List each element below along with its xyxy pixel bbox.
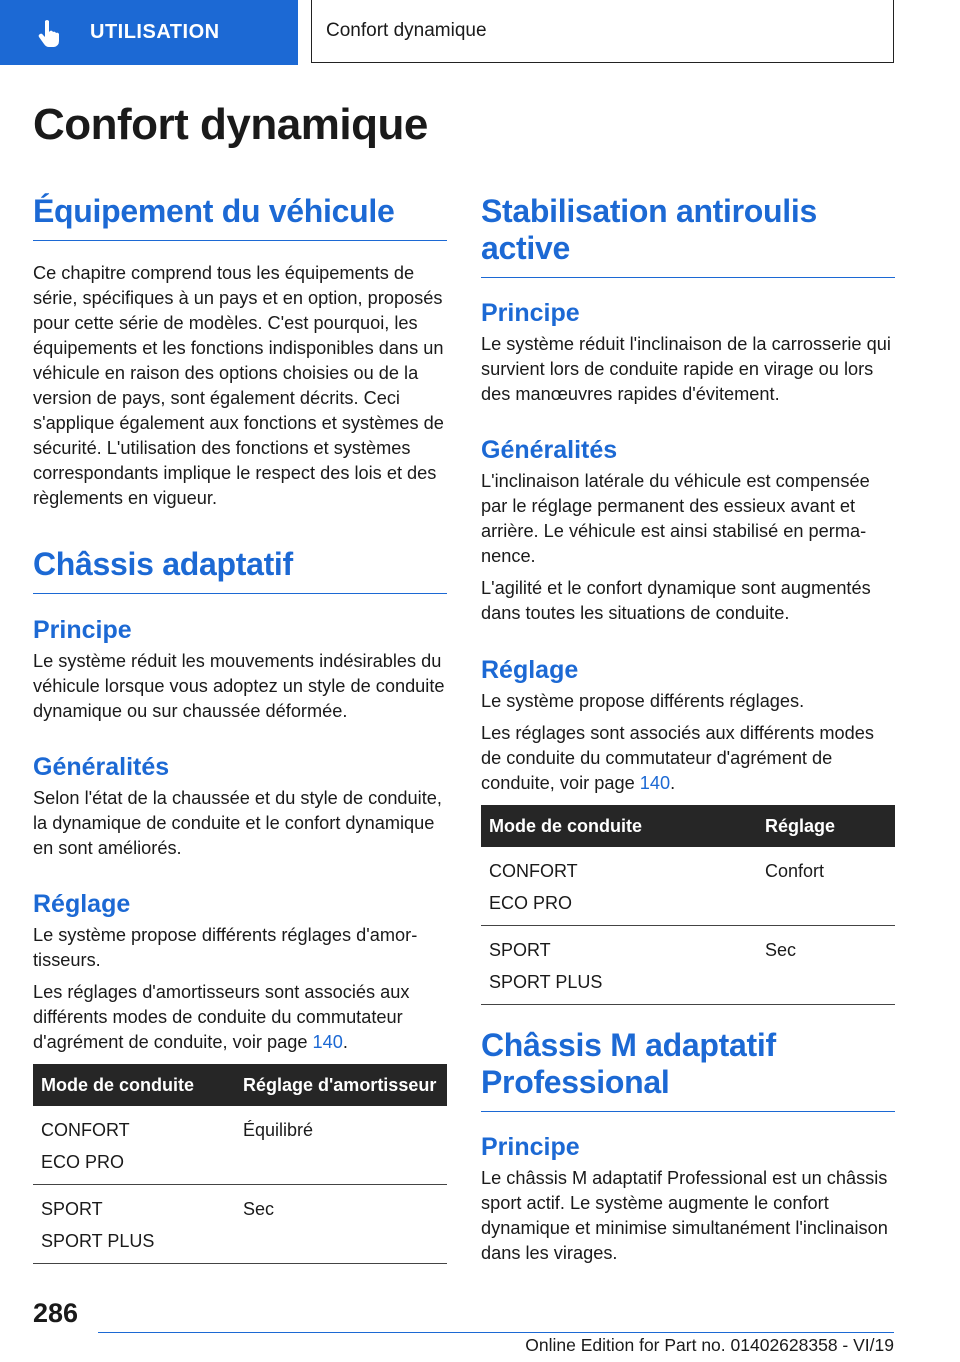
section-chassis-m bbox=[481, 1027, 895, 1112]
antiroulis-reglage-text2 bbox=[481, 721, 895, 796]
subheading-principe: Principe bbox=[33, 616, 132, 644]
damper-settings-table bbox=[33, 1064, 447, 1264]
setting-value: Sec bbox=[243, 1199, 275, 1219]
setting-value: Équilibré bbox=[243, 1120, 314, 1140]
hand-touch-icon bbox=[36, 18, 66, 48]
table-header: Mode de conduite bbox=[33, 1064, 235, 1106]
text-span: . bbox=[670, 773, 676, 793]
antiroulis-reglage-text1: Le système propose différents réglages. bbox=[481, 691, 805, 711]
mode-name: SPORT PLUS bbox=[41, 1231, 155, 1251]
table-cell-modes bbox=[33, 1106, 235, 1185]
chassis-reglage bbox=[33, 889, 447, 1055]
chassis-m-principe-text: Le châssis M adaptatif Professional est un châssis sport actif. Le système augmente le confort dynamique et minimise simultanément l'inclinaison dans les virages. bbox=[481, 1168, 888, 1263]
table-cell-modes bbox=[481, 926, 757, 1005]
table-header-row bbox=[33, 1064, 447, 1106]
chassis-reglage-text1: Le système propose différents réglages d'amortisseurs. bbox=[33, 925, 418, 970]
table-row bbox=[481, 926, 895, 1005]
subheading-principe: Principe bbox=[481, 299, 580, 327]
table-row bbox=[33, 1106, 447, 1185]
antiroulis-reglage bbox=[481, 655, 895, 796]
footer-divider bbox=[98, 1332, 894, 1333]
roll-settings-table bbox=[481, 805, 895, 1005]
table-cell-modes bbox=[481, 847, 757, 926]
chapter-tab[interactable] bbox=[311, 0, 894, 63]
subheading-reglage: Réglage bbox=[33, 890, 131, 918]
antiroulis-generalites bbox=[481, 435, 895, 626]
subheading-generalites: Généralités bbox=[481, 436, 618, 464]
table-row bbox=[33, 1185, 447, 1264]
antiroulis-principe bbox=[481, 298, 895, 407]
subheading-generalites: Généralités bbox=[33, 753, 170, 781]
section-antiroulis bbox=[481, 193, 895, 278]
mode-name: SPORT bbox=[41, 1199, 103, 1219]
text-span: Les réglages d'amortisseurs sont associés aux différents modes de conduite du commutateur d'agrément de conduite, voir page bbox=[33, 982, 410, 1052]
chassis-table bbox=[33, 1064, 447, 1264]
table-header: Réglage d'amortisseur bbox=[235, 1064, 447, 1106]
antiroulis-table bbox=[481, 805, 895, 1005]
antiroulis-generalites-text1: L'inclinaison latérale du véhicule est compensée par le réglage permanent des essieux avant et arrière. Le véhicule est ainsi stabilisé en permanence. bbox=[481, 471, 870, 566]
subheading-principe: Principe bbox=[481, 1133, 580, 1161]
section-heading-antiroulis: Stabilisation antiroulis active bbox=[481, 193, 895, 278]
section-heading-chassis-m: Châssis M adaptatif Professional bbox=[481, 1027, 895, 1112]
table-header: Réglage bbox=[757, 805, 895, 847]
chapter-tab-label: Confort dynamique bbox=[326, 20, 487, 41]
mode-name: CONFORT bbox=[489, 861, 578, 881]
page-link-140[interactable]: 140 bbox=[639, 773, 671, 793]
section-tab-label: UTILISATION bbox=[90, 21, 220, 43]
page-title: Confort dynamique bbox=[33, 100, 428, 149]
chassis-principe bbox=[33, 615, 447, 724]
table-cell-value bbox=[757, 926, 895, 1005]
section-heading-chassis: Châssis adaptatif bbox=[33, 546, 447, 594]
antiroulis-principe-text: Le système réduit l'inclinaison de la carrosserie qui survient lors de conduite rapide en virage ou lors des manœuvres rapides d'évitement. bbox=[481, 334, 891, 404]
mode-name: ECO PRO bbox=[41, 1152, 125, 1172]
chassis-reglage-text2 bbox=[33, 980, 447, 1055]
subheading-reglage: Réglage bbox=[481, 656, 579, 684]
table-row bbox=[481, 847, 895, 926]
equipement-text: Ce chapitre comprend tous les équipements de série, spécifiques à un pays et en option, proposés pour cette série de modèles. C'est pourquoi, les équipements et les fonctions indisponibles dans un véhicule en raison des options choisies ou de la version de pays, sont également décrits. Ceci s'applique également aux fonctions et systèmes de sécurité. L'utilisation des fonctions et systèmes correspondants implique le respect des lois et des règlements en vigueur. bbox=[33, 263, 444, 508]
chassis-generalites-text: Selon l'état de la chaussée et du style de conduite, la dynamique de conduite et le confort dynamique en sont améliorés. bbox=[33, 788, 442, 858]
table-cell-value bbox=[757, 847, 895, 926]
table-header-row bbox=[481, 805, 895, 847]
mode-name: SPORT PLUS bbox=[489, 972, 603, 992]
setting-value: Sec bbox=[765, 940, 797, 960]
section-equipement bbox=[33, 193, 447, 511]
mode-name: SPORT bbox=[489, 940, 551, 960]
text-span: . bbox=[342, 1032, 348, 1052]
setting-value: Confort bbox=[765, 861, 825, 881]
chassis-generalites bbox=[33, 752, 447, 861]
section-tab[interactable] bbox=[0, 0, 298, 65]
page-link-140[interactable]: 140 bbox=[312, 1032, 343, 1052]
mode-name: CONFORT bbox=[41, 1120, 130, 1140]
chassis-principe-text: Le système réduit les mouvements indésirables du véhicule lorsque vous adoptez un style de conduite dynamique ou sur chaussée déformée. bbox=[33, 651, 445, 721]
page-number: 286 bbox=[33, 1298, 79, 1328]
footer-edition: Online Edition for Part no. 01402628358 - VI/19 bbox=[525, 1335, 894, 1355]
section-chassis-adaptatif bbox=[33, 546, 447, 594]
table-cell-modes bbox=[33, 1185, 235, 1264]
table-header: Mode de conduite bbox=[481, 805, 757, 847]
section-heading-equipement: Équipement du véhicule bbox=[33, 193, 447, 241]
table-cell-value bbox=[235, 1185, 447, 1264]
antiroulis-generalites-text2: L'agilité et le confort dynamique sont augmentés dans toutes les situations de conduite. bbox=[481, 578, 871, 623]
chassis-m-principe bbox=[481, 1132, 895, 1266]
table-cell-value bbox=[235, 1106, 447, 1185]
text-span: Les réglages sont associés aux différents modes de conduite du commutateur d'agrément de conduite, voir page bbox=[481, 723, 874, 793]
mode-name: ECO PRO bbox=[489, 893, 573, 913]
